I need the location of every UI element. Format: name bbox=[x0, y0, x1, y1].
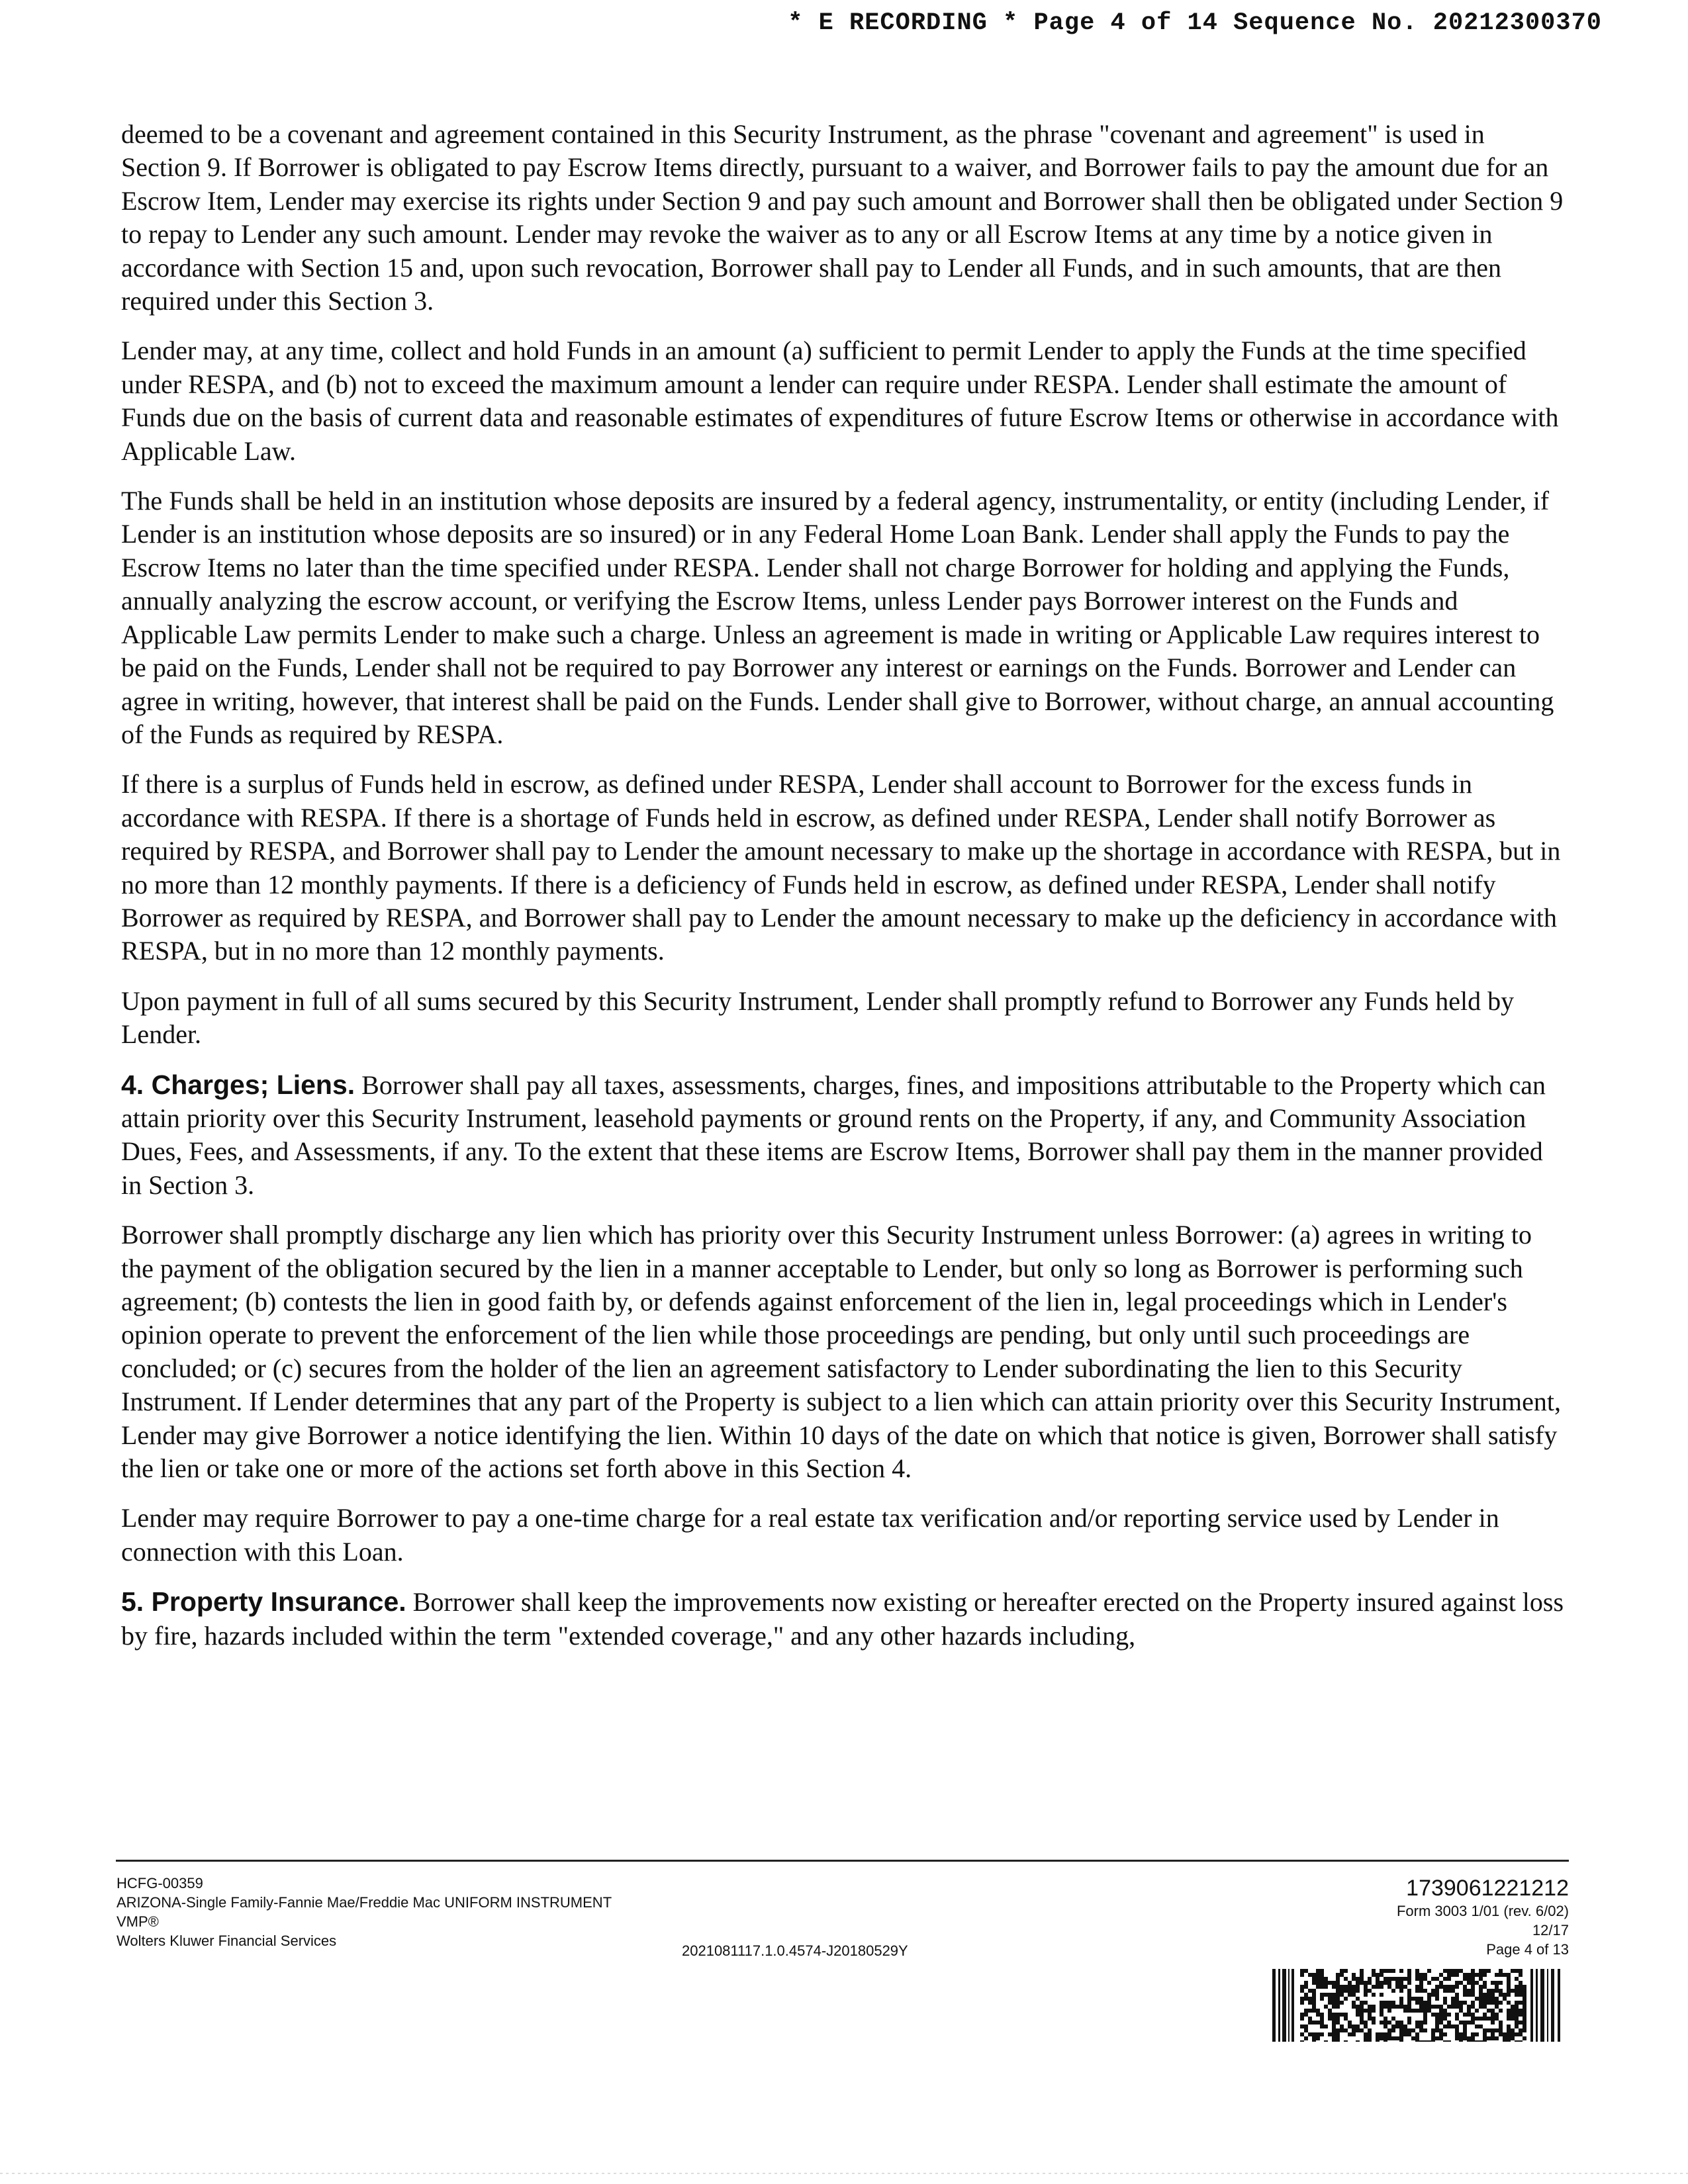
footer-divider bbox=[116, 1860, 1569, 1862]
paragraph-text: Borrower shall pay all taxes, assessments, charges, fines, and impositions attributable to the Property which can attain priority over this Security Instrument, leasehold payments or ground rents on the Property, if any, and Community Association Dues, Fees, and Assessments, if any. To the extent that these items are Escrow Items, Borrower shall pay them in the manner provided in Section 3. bbox=[121, 1069, 1546, 1200]
paragraph-text: If there is a surplus of Funds held in escrow, as defined under RESPA, Lender shall account to Borrower for the excess funds in accordance with RESPA. If there is a shortage of Funds held in escrow, as defined under RESPA, Lender shall notify Borrower as required by RESPA, and Borrower shall pay to Lender the amount necessary to make up the shortage in accordance with RESPA, but in no more than 12 monthly payments. If there is a deficiency of Funds held in escrow, as defined under RESPA, Lender shall notify Borrower as required by RESPA, and Borrower shall pay to Lender the amount necessary to make up the deficiency in accordance with RESPA, but in no more than 12 monthly payments. bbox=[121, 769, 1561, 966]
paragraph bbox=[121, 484, 1568, 751]
paragraph-text: Lender may require Borrower to pay a one-time charge for a real estate tax verification and/or reporting service used by Lender in connection with this Loan. bbox=[121, 1503, 1499, 1567]
page-number: Page 4 of 13 bbox=[1486, 1941, 1569, 1958]
document-body bbox=[121, 118, 1568, 1669]
paragraph bbox=[121, 985, 1568, 1052]
publisher: Wolters Kluwer Financial Services bbox=[117, 1933, 337, 1949]
paragraph bbox=[121, 1068, 1568, 1203]
barcode-icon bbox=[1272, 1969, 1564, 2042]
instrument-title: ARIZONA-Single Family-Fannie Mae/Freddie Mac UNIFORM INSTRUMENT bbox=[117, 1894, 612, 1911]
paragraph-text: Upon payment in full of all sums secured by this Security Instrument, Lender shall promptly refund to Borrower any Funds held by Lender. bbox=[121, 985, 1515, 1050]
section-heading: 4. Charges; Liens. bbox=[121, 1069, 355, 1100]
scan-edge bbox=[0, 2173, 1688, 2174]
recording-header: * E RECORDING * Page 4 of 14 Sequence No. 20212300370 bbox=[788, 9, 1602, 37]
footer-right bbox=[1397, 1875, 1569, 1959]
form-id: HCFG-00359 bbox=[117, 1875, 203, 1891]
paragraph-text: Borrower shall keep the improvements now existing or hereafter erected on the Property insured against loss by fire, hazards included within the term "extended coverage," and any other hazards including, bbox=[121, 1587, 1564, 1651]
paragraph-text: The Funds shall be held in an institution whose deposits are insured by a federal agency, instrumentality, or entity (including Lender, if Lender is an institution whose deposits are so insured) or in any Federal Home Loan Bank. Lender shall apply the Funds to pay the Escrow Items no later than the time specified under RESPA. Lender shall not charge Borrower for holding and applying the Funds, annually analyzing the escrow account, or verifying the Escrow Items, unless Lender pays Borrower interest on the Funds and Applicable Law permits Lender to make such a charge. Unless an agreement is made in writing or Applicable Law requires interest to be paid on the Funds, Lender shall not be required to pay Borrower any interest or earnings on the Funds. Borrower and Lender can agree in writing, however, that interest shall be paid on the Funds. Lender shall give to Borrower, without charge, an annual accounting of the Funds as required by RESPA. bbox=[121, 486, 1554, 749]
section-heading: 5. Property Insurance. bbox=[121, 1586, 406, 1617]
form-number: Form 3003 1/01 (rev. 6/02) bbox=[1396, 1903, 1569, 1919]
paragraph bbox=[121, 118, 1568, 318]
paragraph bbox=[121, 1218, 1568, 1485]
paragraph bbox=[121, 334, 1568, 468]
document-code: 2021081117.1.0.4574-J20180529Y bbox=[682, 1942, 908, 1959]
vmp-label: VMP® bbox=[117, 1913, 159, 1930]
footer-left bbox=[117, 1874, 612, 1950]
paragraph bbox=[121, 768, 1568, 968]
paragraph-text: Borrower shall promptly discharge any lien which has priority over this Security Instrument unless Borrower: (a) agrees in writing to the payment of the obligation secured by the lien in a manner acceptable to Lender, but only so long as Borrower is performing such agreement; (b) contests the lien in good faith by, or defends against enforcement of the lien in, legal proceedings which in Lender's opinion operate to prevent the enforcement of the lien while those proceedings are pending, but only until such proceedings are concluded; or (c) secures from the holder of the lien an agreement satisfactory to Lender subordinating the lien to this Security Instrument. If Lender determines that any part of the Property is subject to a lien which can attain priority over this Security Instrument, Lender may give Borrower a notice identifying the lien. Within 10 days of the date on which that notice is given, Borrower shall satisfy the lien or take one or more of the actions set forth above in this Section 4. bbox=[121, 1220, 1561, 1484]
revision-date: 12/17 bbox=[1532, 1922, 1569, 1938]
paragraph bbox=[121, 1585, 1568, 1653]
paragraph-text: Lender may, at any time, collect and hold Funds in an amount (a) sufficient to permit Lender to apply the Funds at the time specified under RESPA, and (b) not to exceed the maximum amount a lender can require under RESPA. Lender shall estimate the amount of Funds due on the basis of current data and reasonable estimates of expenditures of future Escrow Items or otherwise in accordance with Applicable Law. bbox=[121, 336, 1559, 466]
paragraph bbox=[121, 1502, 1568, 1569]
paragraph-text: deemed to be a covenant and agreement contained in this Security Instrument, as the phrase "covenant and agreement" is used in Section 9. If Borrower is obligated to pay Escrow Items directly, pursuant to a waiver, and Borrower fails to pay the amount due for an Escrow Item, Lender may exercise its rights under Section 9 and pay such amount and Borrower shall then be obligated under Section 9 to repay to Lender any such amount. Lender may revoke the waiver as to any or all Escrow Items at any time by a notice given in accordance with Section 15 and, upon such revocation, Borrower shall pay to Lender all Funds, and in such amounts, that are then required under this Section 3. bbox=[121, 119, 1564, 316]
loan-number: 1739061221212 bbox=[1406, 1876, 1569, 1901]
